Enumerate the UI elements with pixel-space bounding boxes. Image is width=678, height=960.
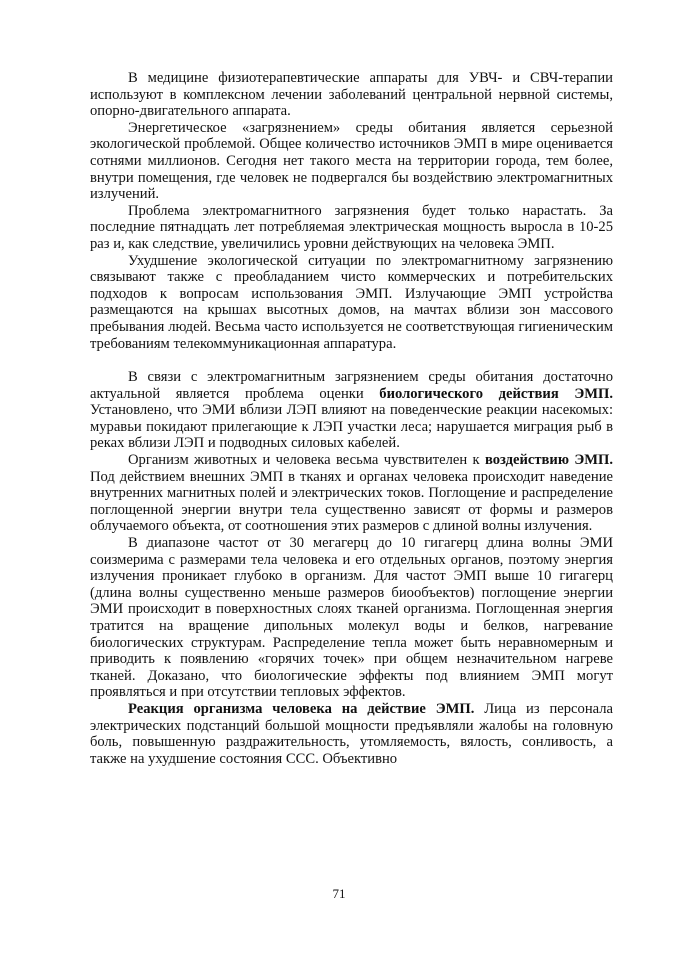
paragraph-1: В медицине физиотерапевтические аппараты для УВЧ- и СВЧ-терапии используют в комплексном лечении заболеваний центральной нервной системы, опорно-двигательного аппарата. — [90, 70, 613, 120]
paragraph-8: Реакция организма человека на действие ЭМП. Лица из персонала электрических подстанций большой мощности предъявляли жалобы на головную боль, повышенную раздражительность, утомляемость, вялость, сонливость, а также на ухудшение состояния ССС. Объективно — [90, 700, 613, 767]
paragraph-3: Проблема электромагнитного загрязнения будет только нарастать. За последние пятнадцать лет потребляемая электрическая мощность выросла в 10-25 раз и, как следствие, увеличились уровни действующих на человека ЭМП. — [90, 202, 613, 252]
page-number: 71 — [332, 886, 346, 901]
paragraph-6: Организм животных и человека весьма чувствителен к воздействию ЭМП. Под действием внешних ЭМП в тканях и органах человека происходит наведение внутренних магнитных полей и электрических токов. Поглощение и распределение поглощенной энергии внутри тела существенно зависят от формы и размеров облучаемого объекта, от соотношения этих размеров с длиной волны излучения. — [90, 452, 613, 535]
paragraph-4: Ухудшение экологической ситуации по электромагнитному загрязнению связывают также с преобладанием чисто коммерческих и потребительских подходов к вопросам использования ЭМП. Излучающие ЭМП устройства размещаются на крышах высотных домов, на мачтах вблизи зон массового пребывания людей. Весьма часто используется не соответствующая гигиеническим требованиям телекоммуникационная аппаратура. — [90, 252, 613, 352]
paragraph-7: В диапазоне частот от 30 мегагерц до 10 гигагерц длина волны ЭМИ соизмерима с размерами тела человека и его отдельных органов, поэтому энергия излучения проникает глубоко в организм. Для частот ЭМП выше 10 гигагерц (длина волны существенно меньше размеров биообъектов) поглощение энергии ЭМИ происходит в поверхностных слоях тканей организма. Поглощенная энергия тратится на вращение дипольных молекул воды и белков, нагревание биологических структурам. Распределение тепла может быть неравномерным и приводить к появлению «горячих точек» при общем незначительном нагреве тканей. Доказано, что биологические эффекты под влиянием ЭМП могут проявляться и при отсутствии тепловых эффектов. — [90, 535, 613, 701]
paragraph-2: Энергетическое «загрязнением» среды обитания является серьезной экологической проблемой. Общее количество источников ЭМП в мире оценивается сотнями миллионов. Сегодня нет такого места на территории города, тем более, внутри помещения, где человек не подвергался бы воздействию электромагнитных излучений. — [90, 119, 613, 203]
document-page — [90, 70, 613, 767]
paragraph-5: В связи с электромагнитным загрязнением среды обитания достаточно актуальной является проблема оценки биологического действия ЭМП. Установлено, что ЭМИ вблизи ЛЭП влияют на поведенческие реакции насекомых: муравьи покидают прилегающие к ЛЭП участки леса; нарушается миграция рыб в реках вблизи ЛЭП и подводных силовых кабелей. — [90, 369, 613, 452]
bold-heading: Реакция организма человека на действие ЭМП. — [128, 700, 475, 717]
bold-term: воздействию ЭМП. — [484, 452, 613, 469]
bold-term: биологического действия ЭМП. — [379, 385, 613, 402]
